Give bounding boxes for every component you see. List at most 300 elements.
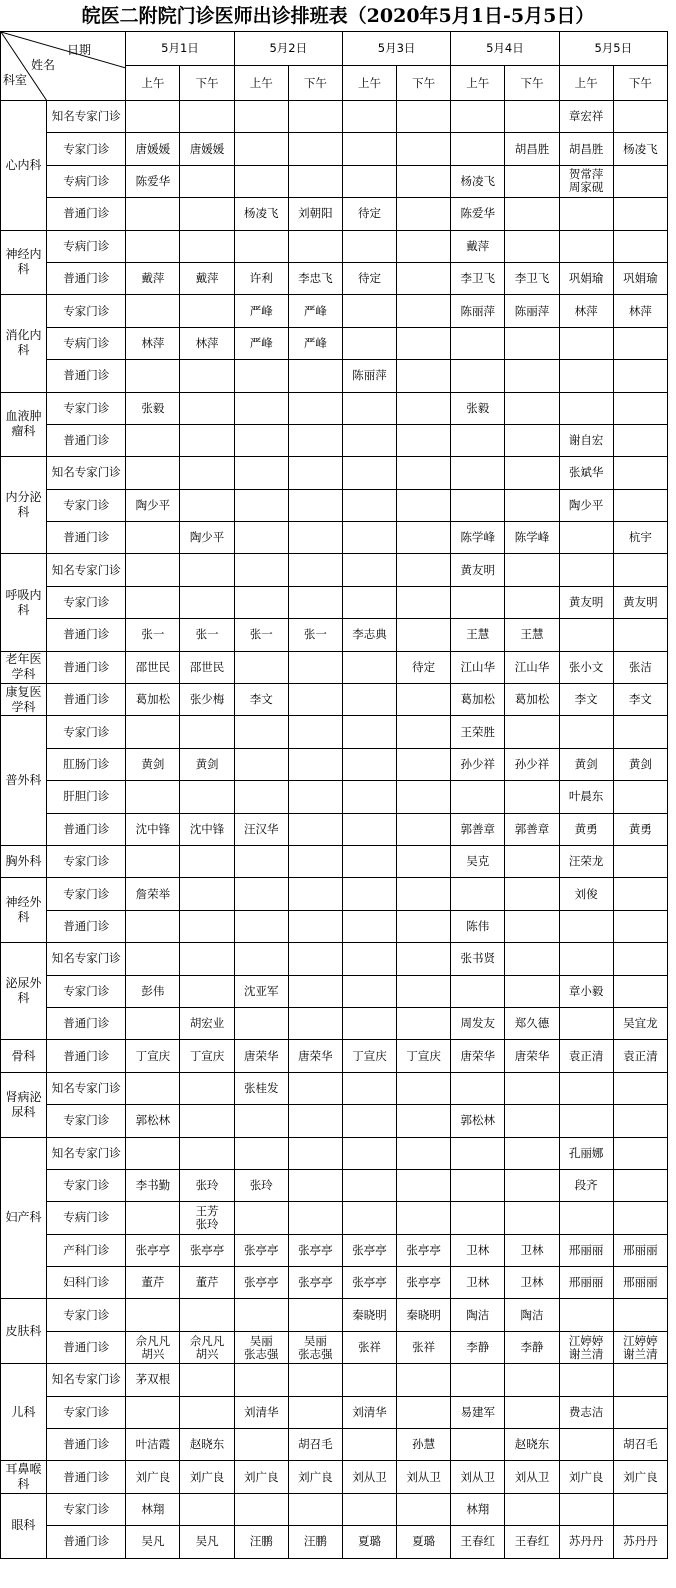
schedule-row — [1, 975, 668, 1007]
doctor-cell — [126, 586, 180, 618]
doctor-cell: 张亭亭 — [397, 1267, 451, 1299]
doctor-cell — [234, 1202, 288, 1234]
corner-dept-label: 科室 — [3, 73, 28, 87]
doctor-cell: 陶少平 — [559, 489, 613, 521]
doctor-cell — [288, 424, 342, 456]
doctor-cell: 张亭亭 — [288, 1267, 342, 1299]
doctor-cell — [451, 1429, 505, 1461]
doctor-cell: 吴丽 张志强 — [288, 1331, 342, 1363]
department-name: 耳鼻喉科 — [1, 1461, 47, 1493]
doctor-cell — [288, 522, 342, 554]
corner-diagonal-lines — [1, 32, 126, 101]
doctor-cell — [126, 295, 180, 327]
doctor-cell: 刘从卫 — [505, 1461, 559, 1493]
doctor-cell — [613, 489, 667, 521]
doctor-cell: 夏璐 — [397, 1526, 451, 1558]
doctor-cell — [505, 327, 559, 359]
doctor-cell — [180, 1299, 234, 1331]
date-header: 5月4日 — [451, 32, 559, 66]
doctor-cell — [180, 165, 234, 197]
doctor-cell — [180, 910, 234, 942]
clinic-type: 普通门诊 — [47, 619, 126, 651]
doctor-cell: 严峰 — [288, 327, 342, 359]
doctor-cell — [559, 1364, 613, 1396]
doctor-cell: 李文 — [613, 684, 667, 716]
clinic-type: 专家门诊 — [47, 586, 126, 618]
schedule-row — [1, 522, 668, 554]
schedule-row — [1, 716, 668, 748]
schedule-row — [1, 910, 668, 942]
doctor-cell: 张亭亭 — [126, 1234, 180, 1266]
doctor-cell — [180, 230, 234, 262]
doctor-cell — [505, 360, 559, 392]
department-name: 眼科 — [1, 1493, 47, 1558]
doctor-cell — [234, 522, 288, 554]
doctor-cell — [505, 716, 559, 748]
doctor-cell — [342, 975, 396, 1007]
doctor-cell: 黄友明 — [613, 586, 667, 618]
doctor-cell — [451, 1137, 505, 1169]
schedule-row — [1, 1526, 668, 1558]
doctor-cell — [342, 1364, 396, 1396]
doctor-cell: 王芳 张玲 — [180, 1202, 234, 1234]
doctor-cell — [613, 554, 667, 586]
clinic-type: 普通门诊 — [47, 262, 126, 294]
clinic-type: 专家门诊 — [47, 1299, 126, 1331]
doctor-cell — [613, 230, 667, 262]
clinic-type: 知名专家门诊 — [47, 1364, 126, 1396]
schedule-table — [0, 31, 668, 1559]
doctor-cell — [613, 1202, 667, 1234]
doctor-cell — [397, 554, 451, 586]
doctor-cell: 王荣胜 — [451, 716, 505, 748]
doctor-cell: 刘朝阳 — [288, 198, 342, 230]
doctor-cell: 刘清华 — [234, 1396, 288, 1428]
doctor-cell: 黄剑 — [180, 748, 234, 780]
doctor-cell: 江婷婷 谢兰清 — [613, 1331, 667, 1363]
schedule-row — [1, 1007, 668, 1039]
doctor-cell — [397, 457, 451, 489]
doctor-cell — [126, 716, 180, 748]
clinic-type: 专家门诊 — [47, 133, 126, 165]
doctor-cell: 张一 — [180, 619, 234, 651]
doctor-cell — [342, 554, 396, 586]
schedule-row — [1, 878, 668, 910]
doctor-cell — [342, 1072, 396, 1104]
doctor-cell — [397, 845, 451, 877]
doctor-cell: 李静 — [451, 1331, 505, 1363]
pm-header: 下午 — [505, 66, 559, 101]
doctor-cell — [288, 457, 342, 489]
doctor-cell: 陈爱华 — [126, 165, 180, 197]
date-header: 5月3日 — [342, 32, 450, 66]
clinic-type: 专病门诊 — [47, 165, 126, 197]
doctor-cell: 张祥 — [397, 1331, 451, 1363]
date-header: 5月2日 — [234, 32, 342, 66]
doctor-cell: 张亭亭 — [288, 1234, 342, 1266]
doctor-cell: 卫林 — [451, 1267, 505, 1299]
doctor-cell: 黄剑 — [126, 748, 180, 780]
doctor-cell — [342, 1105, 396, 1137]
schedule-row — [1, 360, 668, 392]
doctor-cell — [288, 1364, 342, 1396]
doctor-cell — [451, 327, 505, 359]
doctor-cell — [451, 975, 505, 1007]
doctor-cell — [234, 1105, 288, 1137]
doctor-cell — [613, 1137, 667, 1169]
pm-header: 下午 — [180, 66, 234, 101]
clinic-type: 专家门诊 — [47, 716, 126, 748]
am-header: 上午 — [126, 66, 180, 101]
doctor-cell: 杭宇 — [613, 522, 667, 554]
doctor-cell: 林萍 — [613, 295, 667, 327]
doctor-cell: 吴凡 — [180, 1526, 234, 1558]
doctor-cell — [505, 845, 559, 877]
clinic-type: 普通门诊 — [47, 424, 126, 456]
doctor-cell: 汪鹏 — [288, 1526, 342, 1558]
doctor-cell — [288, 1396, 342, 1428]
doctor-cell — [505, 1072, 559, 1104]
doctor-cell: 刘从卫 — [397, 1461, 451, 1493]
schedule-row — [1, 327, 668, 359]
doctor-cell — [126, 1007, 180, 1039]
schedule-row — [1, 1461, 668, 1493]
clinic-type: 普通门诊 — [47, 360, 126, 392]
doctor-cell: 张毅 — [451, 392, 505, 424]
doctor-cell — [342, 1202, 396, 1234]
doctor-cell: 黄勇 — [613, 813, 667, 845]
doctor-cell — [505, 975, 559, 1007]
doctor-cell: 李志典 — [342, 619, 396, 651]
schedule-row — [1, 1493, 668, 1525]
schedule-row — [1, 1169, 668, 1201]
doctor-cell — [288, 392, 342, 424]
doctor-cell: 林萍 — [559, 295, 613, 327]
doctor-cell: 刘广良 — [288, 1461, 342, 1493]
doctor-cell: 茅双根 — [126, 1364, 180, 1396]
doctor-cell — [126, 198, 180, 230]
doctor-cell: 孙少祥 — [505, 748, 559, 780]
doctor-cell — [126, 554, 180, 586]
doctor-cell — [451, 1364, 505, 1396]
clinic-type: 专家门诊 — [47, 295, 126, 327]
clinic-type: 知名专家门诊 — [47, 457, 126, 489]
doctor-cell — [342, 1169, 396, 1201]
doctor-cell — [451, 424, 505, 456]
doctor-cell: 吴丽 张志强 — [234, 1331, 288, 1363]
doctor-cell — [234, 1364, 288, 1396]
doctor-cell: 李静 — [505, 1331, 559, 1363]
clinic-type: 普通门诊 — [47, 910, 126, 942]
doctor-cell: 江婷婷 谢兰清 — [559, 1331, 613, 1363]
doctor-cell — [397, 230, 451, 262]
doctor-cell — [180, 716, 234, 748]
doctor-cell — [288, 1007, 342, 1039]
doctor-cell — [180, 1137, 234, 1169]
clinic-type: 普通门诊 — [47, 651, 126, 683]
doctor-cell: 陶少平 — [126, 489, 180, 521]
doctor-cell — [613, 392, 667, 424]
doctor-cell: 陈丽萍 — [505, 295, 559, 327]
department-name: 内分泌科 — [1, 457, 47, 554]
doctor-cell — [451, 1202, 505, 1234]
department-name: 皮肤科 — [1, 1299, 47, 1364]
doctor-cell: 陶少平 — [180, 522, 234, 554]
doctor-cell — [126, 457, 180, 489]
doctor-cell — [288, 1105, 342, 1137]
doctor-cell: 待定 — [342, 262, 396, 294]
doctor-cell — [126, 360, 180, 392]
doctor-cell — [288, 975, 342, 1007]
doctor-cell: 张亭亭 — [234, 1234, 288, 1266]
doctor-cell — [559, 327, 613, 359]
department-name: 儿科 — [1, 1364, 47, 1461]
doctor-cell — [397, 813, 451, 845]
doctor-cell: 黄友明 — [451, 554, 505, 586]
doctor-cell: 严峰 — [288, 295, 342, 327]
doctor-cell — [505, 198, 559, 230]
doctor-cell — [180, 554, 234, 586]
doctor-cell — [559, 554, 613, 586]
doctor-cell: 沈中锋 — [180, 813, 234, 845]
doctor-cell: 严峰 — [234, 295, 288, 327]
doctor-cell — [234, 360, 288, 392]
doctor-cell: 周发友 — [451, 1007, 505, 1039]
doctor-cell — [180, 943, 234, 975]
doctor-cell — [342, 586, 396, 618]
doctor-cell — [342, 845, 396, 877]
doctor-cell: 刘广良 — [559, 1461, 613, 1493]
doctor-cell: 刘清华 — [342, 1396, 396, 1428]
doctor-cell — [180, 975, 234, 1007]
doctor-cell — [397, 1105, 451, 1137]
date-header: 5月5日 — [559, 32, 667, 66]
doctor-cell — [505, 101, 559, 133]
doctor-cell — [397, 1169, 451, 1201]
doctor-cell — [234, 910, 288, 942]
doctor-cell — [505, 1105, 559, 1137]
department-name: 呼吸内科 — [1, 554, 47, 651]
doctor-cell: 汪鹏 — [234, 1526, 288, 1558]
doctor-cell — [126, 910, 180, 942]
am-header: 上午 — [234, 66, 288, 101]
department-name: 老年医学科 — [1, 651, 47, 683]
doctor-cell — [180, 1105, 234, 1137]
doctor-cell: 刘广良 — [234, 1461, 288, 1493]
doctor-cell — [180, 392, 234, 424]
doctor-cell — [559, 1493, 613, 1525]
schedule-row — [1, 424, 668, 456]
doctor-cell — [397, 489, 451, 521]
doctor-cell — [342, 716, 396, 748]
clinic-type: 知名专家门诊 — [47, 1072, 126, 1104]
doctor-cell — [397, 975, 451, 1007]
doctor-cell — [397, 101, 451, 133]
doctor-cell: 夏璐 — [342, 1526, 396, 1558]
doctor-cell: 丁宣庆 — [126, 1040, 180, 1072]
doctor-cell: 秦晓明 — [397, 1299, 451, 1331]
doctor-cell — [288, 1202, 342, 1234]
doctor-cell: 邢丽丽 — [559, 1234, 613, 1266]
schedule-row — [1, 1105, 668, 1137]
doctor-cell: 沈中锋 — [126, 813, 180, 845]
doctor-cell — [342, 101, 396, 133]
department-name: 胸外科 — [1, 845, 47, 877]
doctor-cell — [126, 1202, 180, 1234]
doctor-cell — [234, 845, 288, 877]
doctor-cell — [342, 1493, 396, 1525]
doctor-cell — [397, 424, 451, 456]
clinic-type: 知名专家门诊 — [47, 101, 126, 133]
doctor-cell — [397, 716, 451, 748]
doctor-cell: 黄友明 — [559, 586, 613, 618]
doctor-cell — [397, 1364, 451, 1396]
doctor-cell — [234, 392, 288, 424]
department-name: 普外科 — [1, 716, 47, 846]
doctor-cell — [126, 230, 180, 262]
doctor-cell — [397, 165, 451, 197]
doctor-cell — [234, 716, 288, 748]
doctor-cell: 黄勇 — [559, 813, 613, 845]
doctor-cell: 胡召毛 — [613, 1429, 667, 1461]
schedule-row — [1, 230, 668, 262]
doctor-cell — [288, 651, 342, 683]
doctor-cell — [288, 165, 342, 197]
doctor-cell: 刘广良 — [180, 1461, 234, 1493]
doctor-cell — [397, 295, 451, 327]
doctor-cell — [126, 943, 180, 975]
doctor-cell: 胡宏业 — [180, 1007, 234, 1039]
doctor-cell — [397, 262, 451, 294]
doctor-cell: 叶晨东 — [559, 781, 613, 813]
doctor-cell: 贺常萍 周家砚 — [559, 165, 613, 197]
doctor-cell: 杨凌飞 — [613, 133, 667, 165]
doctor-cell: 唐荣华 — [288, 1040, 342, 1072]
doctor-cell: 李忠飞 — [288, 262, 342, 294]
doctor-cell — [505, 878, 559, 910]
doctor-cell — [559, 198, 613, 230]
clinic-type: 专家门诊 — [47, 1493, 126, 1525]
doctor-cell: 王慧 — [451, 619, 505, 651]
doctor-cell: 丁宣庆 — [397, 1040, 451, 1072]
doctor-cell — [288, 716, 342, 748]
doctor-cell: 丁宣庆 — [342, 1040, 396, 1072]
doctor-cell: 陈丽萍 — [342, 360, 396, 392]
clinic-type: 专家门诊 — [47, 878, 126, 910]
doctor-cell: 秦晓明 — [342, 1299, 396, 1331]
doctor-cell: 卫林 — [505, 1267, 559, 1299]
doctor-cell — [234, 1493, 288, 1525]
doctor-cell — [234, 748, 288, 780]
doctor-cell: 吴克 — [451, 845, 505, 877]
doctor-cell — [397, 781, 451, 813]
doctor-cell — [397, 360, 451, 392]
doctor-cell: 郑久德 — [505, 1007, 559, 1039]
doctor-cell: 陈丽萍 — [451, 295, 505, 327]
doctor-cell: 汪荣龙 — [559, 845, 613, 877]
doctor-cell — [451, 133, 505, 165]
schedule-row — [1, 1429, 668, 1461]
doctor-cell: 赵晓东 — [180, 1429, 234, 1461]
doctor-cell — [234, 554, 288, 586]
doctor-cell: 易建军 — [451, 1396, 505, 1428]
doctor-cell: 张少梅 — [180, 684, 234, 716]
doctor-cell: 卫林 — [505, 1234, 559, 1266]
doctor-cell — [397, 1137, 451, 1169]
corner-date-label: 日期 — [67, 43, 92, 57]
am-header: 上午 — [342, 66, 396, 101]
doctor-cell — [613, 1299, 667, 1331]
doctor-cell — [288, 845, 342, 877]
doctor-cell — [613, 457, 667, 489]
doctor-cell — [613, 327, 667, 359]
clinic-type: 专病门诊 — [47, 327, 126, 359]
schedule-row — [1, 457, 668, 489]
doctor-cell — [451, 360, 505, 392]
doctor-cell — [613, 1105, 667, 1137]
department-name: 泌尿外科 — [1, 943, 47, 1040]
clinic-type: 专病门诊 — [47, 230, 126, 262]
doctor-cell — [505, 1364, 559, 1396]
doctor-cell — [342, 489, 396, 521]
doctor-cell — [613, 878, 667, 910]
doctor-cell — [505, 554, 559, 586]
doctor-cell: 许利 — [234, 262, 288, 294]
doctor-cell — [288, 554, 342, 586]
doctor-cell — [180, 1493, 234, 1525]
doctor-cell: 唐荣华 — [451, 1040, 505, 1072]
doctor-cell — [451, 878, 505, 910]
doctor-cell: 费志洁 — [559, 1396, 613, 1428]
clinic-type: 普通门诊 — [47, 1331, 126, 1363]
doctor-cell: 李书勤 — [126, 1169, 180, 1201]
doctor-cell: 董芹 — [126, 1267, 180, 1299]
doctor-cell: 佘凡凡 胡兴 — [180, 1331, 234, 1363]
doctor-cell — [613, 845, 667, 877]
doctor-cell: 江山华 — [451, 651, 505, 683]
schedule-row — [1, 651, 668, 683]
doctor-cell: 陈爱华 — [451, 198, 505, 230]
doctor-cell: 张亭亭 — [180, 1234, 234, 1266]
doctor-cell — [180, 878, 234, 910]
doctor-cell — [234, 878, 288, 910]
doctor-cell: 胡昌胜 — [559, 133, 613, 165]
department-name: 血液肿瘤科 — [1, 392, 47, 457]
doctor-cell — [288, 943, 342, 975]
doctor-cell: 王春红 — [451, 1526, 505, 1558]
clinic-type: 专家门诊 — [47, 845, 126, 877]
doctor-cell — [397, 586, 451, 618]
doctor-cell — [234, 101, 288, 133]
doctor-cell: 葛加松 — [126, 684, 180, 716]
clinic-type: 专家门诊 — [47, 1105, 126, 1137]
doctor-cell — [288, 781, 342, 813]
doctor-cell — [613, 975, 667, 1007]
doctor-cell: 林翔 — [451, 1493, 505, 1525]
doctor-cell — [342, 327, 396, 359]
doctor-cell — [451, 586, 505, 618]
corner-header — [1, 32, 126, 101]
schedule-row — [1, 1072, 668, 1104]
doctor-cell — [451, 1169, 505, 1201]
schedule-row — [1, 262, 668, 294]
schedule-row — [1, 813, 668, 845]
doctor-cell: 孙少祥 — [451, 748, 505, 780]
doctor-cell — [180, 360, 234, 392]
schedule-row — [1, 619, 668, 651]
doctor-cell — [505, 424, 559, 456]
doctor-cell: 叶洁霞 — [126, 1429, 180, 1461]
